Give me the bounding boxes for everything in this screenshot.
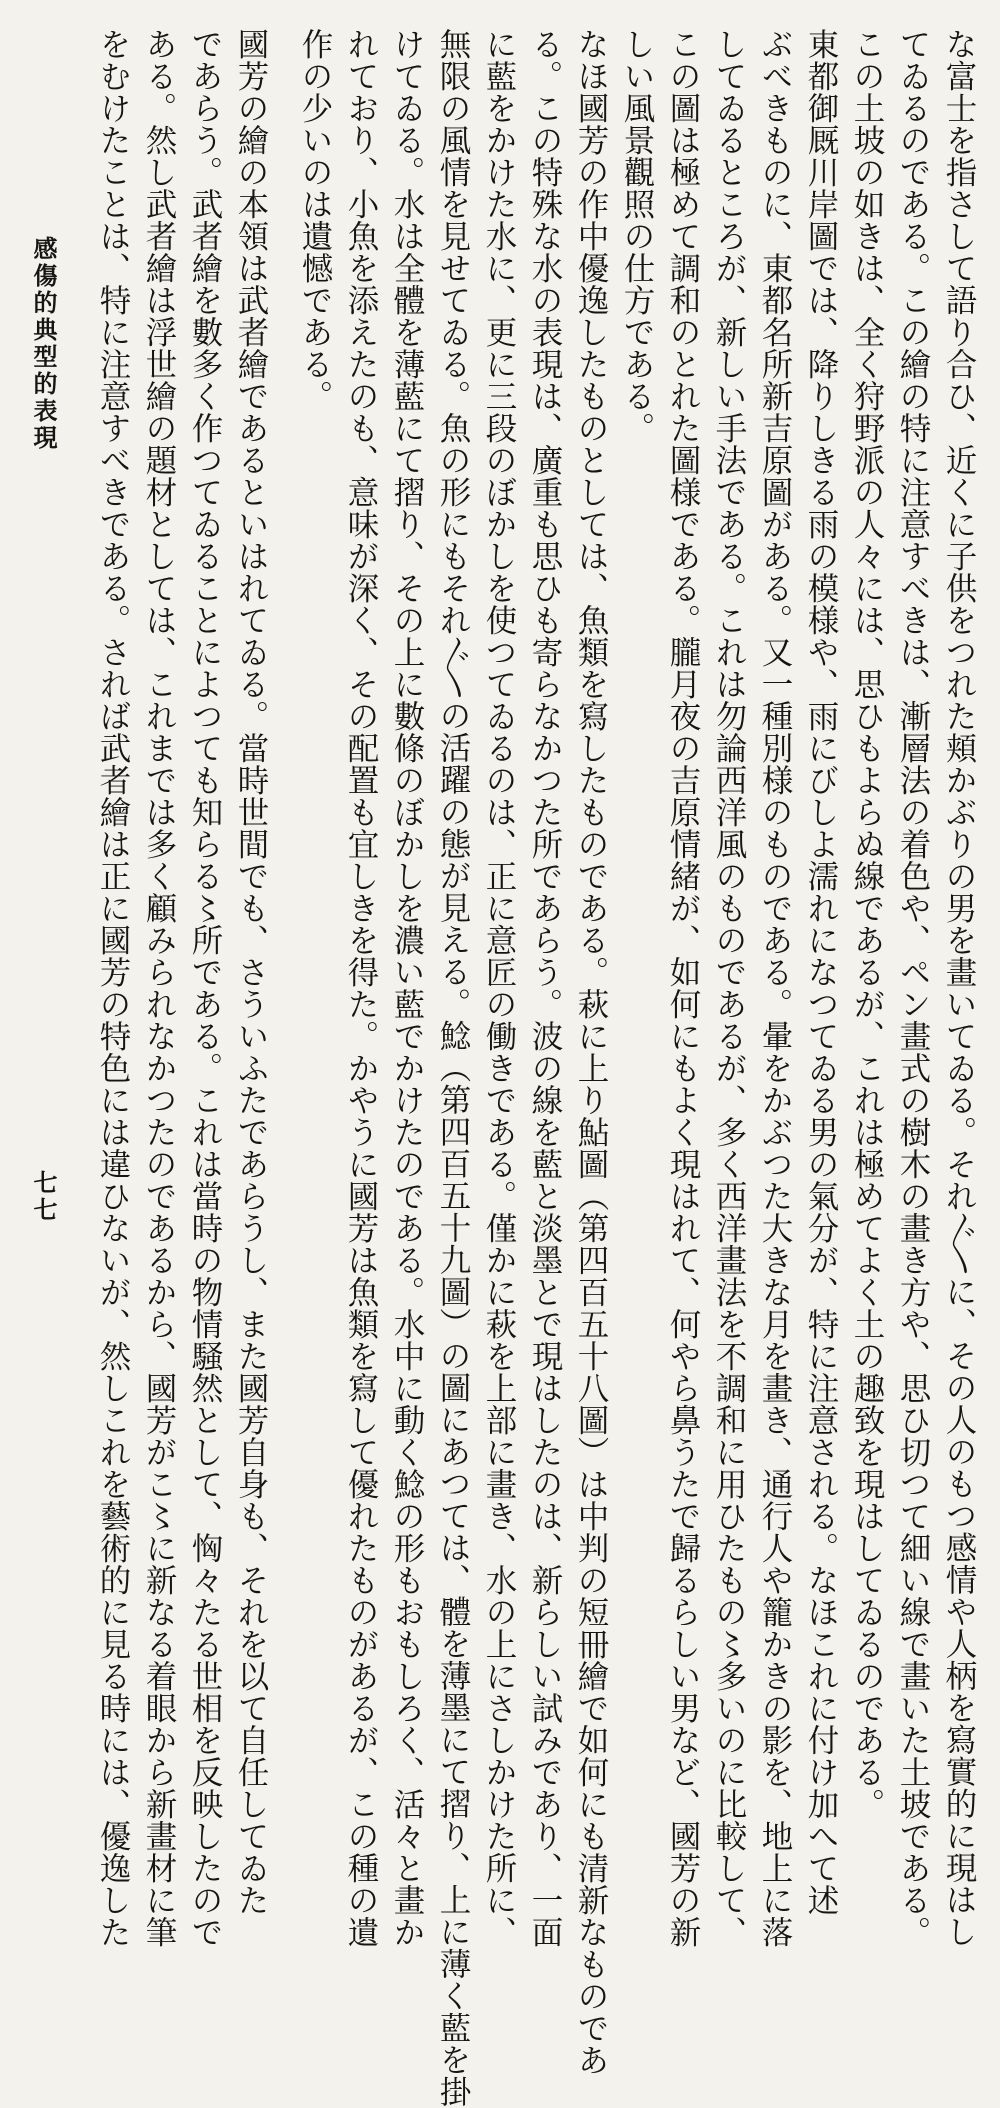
- text-line: 東都御厩川岸圖では、降りしきる雨の模様や、雨にびしよ濡れになつてゐる男の氣分が、特に注意される。なほこれに付け加へて述: [803, 28, 839, 1916]
- text-line: ある。然し武者繪は浮世繪の題材としては、これまでは多く顧みられなかつたのであるから、國芳がこ〻に新なる着眼から新畫材に筆: [141, 28, 177, 1948]
- text-line: しい風景觀照の仕方である。: [619, 28, 655, 444]
- text-line: 作の少いのは遺憾である。: [297, 28, 333, 412]
- running-header: 感傷的典型的表現: [29, 236, 58, 452]
- text-line: れており、小魚を添えたのも、意味が深く、その配置も宜しきを得た。かやうに國芳は魚類を寫して優れたものがあるが、この種の遺: [343, 28, 379, 1948]
- body-text: [82, 28, 982, 2108]
- text-line: る。この特殊な水の表現は、廣重も思ひも寄らなかつた所であらう。波の線を藍と淡墨とで現はしたのは、新らしい試みであり、一面: [527, 28, 563, 1948]
- text-line: 無限の風情を見せてゐる。魚の形にもそれ〴〵の活躍の態が見える。鯰（第四百五十九圖）の圖にあつては、體を薄墨にて摺り、上に薄く藍を掛: [435, 28, 471, 2108]
- text-line: な富士を指さして語り合ひ、近くに子供をつれた頬かぶりの男を畫いてゐる。それ〴〵に、その人のもつ感情や人柄を寫實的に現はし: [941, 28, 977, 1948]
- text-line: であらう。武者繪を數多く作つてゐることによつても知らる〻所である。これは當時の物情騒然として、恟々たる世相を反映したので: [187, 28, 223, 1948]
- text-line: てゐるのである。この繪の特に注意すべきは、漸層法の着色や、ペン畫式の樹木の畫き方や、思ひ切つて細い線で畫いた土坡である。: [895, 28, 931, 1948]
- text-line: この土坡の如きは、全く狩野派の人々には、思ひもよらぬ線であるが、これは極めてよく土の趣致を現はしてゐるのである。: [849, 28, 885, 1820]
- column-gap: [274, 28, 292, 1468]
- text-line: してゐるところが、新しい手法である。これは勿論西洋風のものであるが、多く西洋畫法を不調和に用ひたもの〻多いのに比較して、: [711, 28, 747, 1948]
- text-line: この圖は極めて調和のとれた圖様である。朧月夜の吉原情緒が、如何にもよく現はれて、何やら鼻うたで歸るらしい男など、國芳の新: [665, 28, 701, 1948]
- text-line: なほ國芳の作中優逸したものとしては、魚類を寫したものである。萩に上り鮎圖（第四百五十八圖）は中判の短冊繪で如何にも清新なものであ: [573, 28, 609, 2076]
- text-line: ぶべきものに、東都名所新吉原圖がある。又一種別様のものである。暈をかぶつた大きな月を畫き、通行人や籠かきの影を、地上に落: [757, 28, 793, 1948]
- page-number: 七七: [29, 1170, 58, 1224]
- text-line: に藍をかけた水に、更に三段のぼかしを使つてゐるのは、正に意匠の働きである。僅かに萩を上部に畫き、水の上にさしかけた所に、: [481, 28, 517, 1948]
- text-line: けてゐる。水は全體を薄藍にて摺り、その上に數條のぼかしを濃い藍でかけたのである。水中に動く鯰の形もおもしろく、活々と畫か: [389, 28, 425, 1948]
- text-line: をむけたことは、特に注意すべきである。されば武者繪は正に國芳の特色には違ひないが、然しこれを藝術的に見る時には、優逸した: [95, 28, 131, 1948]
- text-line: 國芳の繪の本領は武者繪であるといはれてゐる。當時世間でも、さういふたであらうし、また國芳自身も、それを以て自任してゐた: [233, 28, 269, 1916]
